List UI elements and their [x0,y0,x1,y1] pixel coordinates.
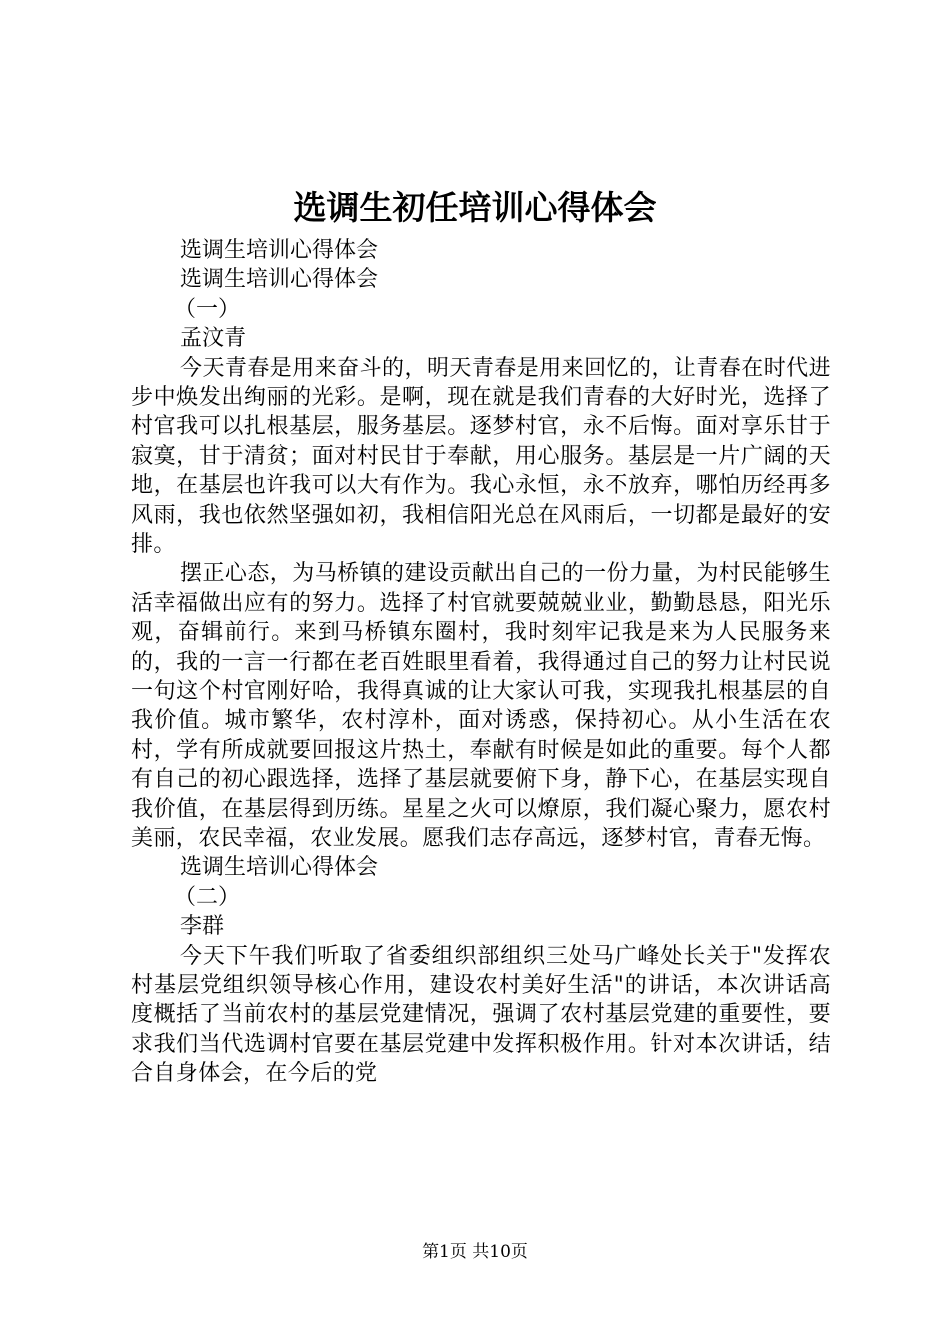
page-footer: 第1页 共10页 [422,1242,528,1262]
section-heading: 选调生培训心得体会 [180,238,379,263]
author-name: 孟汶青 [180,326,247,352]
body-paragraph: 今天下午我们听取了省委组织部组织三处马广峰处长关于"发挥农村基层党组织领导核心作用，建设农村美好生活"的讲话，本次讲话高度概括了当前农村的基层党建情况，强调了农村基层党建的重要性，要求我们当代选调村官要在基层党建中发挥积极作用。针对本次讲话，结合自身体会，在今后的党 [131,943,831,1087]
section-heading: 选调生培训心得体会 [180,855,379,881]
author-name: 李群 [180,914,225,940]
section-heading: 选调生培训心得体会 [180,267,379,293]
document-body [131,236,831,1089]
part-label: （二） [174,884,241,910]
document-title: 选调生初任培训心得体会 [293,188,657,227]
part-label: （一） [174,296,241,322]
body-paragraph: 摆正心态，为马桥镇的建设贡献出自己的一份力量，为村民能够生活幸福做出应有的努力。选择了村官就要兢兢业业，勤勤恳恳，阳光乐观，奋辑前行。来到马桥镇东圈村，我时刻牢记我是来为人民服务来的，我的一言一行都在老百姓眼里看着，我得通过自己的努力让村民说一句这个村官刚好哈，我得真诚的让大家认可我，实现我扎根基层的自我价值。城市繁华，农村淳朴，面对诱惑，保持初心。从小生活在农村，学有所成就要回报这片热土，奉献有时候是如此的重要。每个人都有自己的初心跟选择，选择了基层就要俯下身，静下心，在基层实现自我价值，在基层得到历练。星星之火可以燎原，我们凝心聚力，愿农村美丽，农民幸福，农业发展。愿我们志存高远，逐梦村官，青春无悔。 [131,561,831,852]
body-paragraph: 今天青春是用来奋斗的，明天青春是用来回忆的，让青春在时代进步中焕发出绚丽的光彩。是啊，现在就是我们青春的大好时光，选择了村官我可以扎根基层，服务基层。逐梦村官，永不后悔。面对享乐甘于寂寞，甘于清贫；面对村民甘于奉献，用心服务。基层是一片广阔的天地，在基层也许我可以大有作为。我心永恒，永不放弃，哪怕历经再多风雨，我也依然坚强如初，我相信阳光总在风雨后，一切都是最好的安排。 [131,355,831,557]
